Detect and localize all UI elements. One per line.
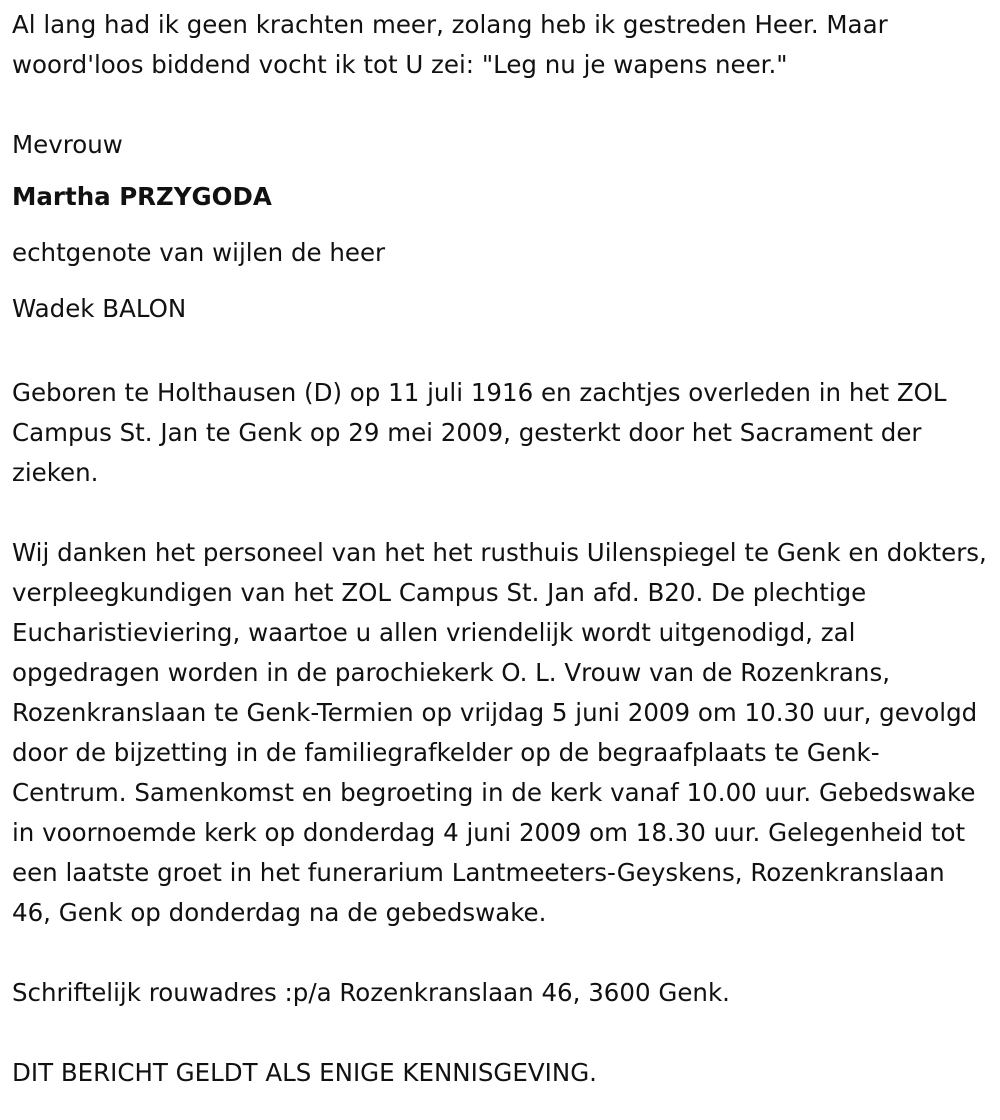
spacer — [12, 933, 988, 973]
spacer — [12, 1013, 988, 1053]
spacer — [12, 493, 988, 533]
relation-text: echtgenote van wijlen de heer — [12, 238, 386, 267]
notice-line: DIT BERICHT GELDT ALS ENIGE KENNISGEVING. — [12, 1058, 597, 1087]
deceased-name: Martha PRZYGODA — [12, 182, 272, 211]
verse-text: Al lang had ik geen krachten meer, zolang heb ik gestreden Heer. Maar woord'loos biddend vocht ik tot U zei: "Leg nu je wapens neer." — [12, 10, 888, 79]
spacer — [12, 85, 988, 125]
spouse-name: Wadek BALON — [12, 294, 187, 323]
thanks-service-paragraph: Wij danken het personeel van het het rusthuis Uilenspiegel te Genk en dokters, verpleegkundigen van het ZOL Campus St. Jan afd. B20. De plechtige Eucharistieviering, waartoe u allen vriendelijk wordt uitgenodigd, zal opgedragen worden in de parochiekerk O. L. Vrouw van de Rozenkrans, Rozenkranslaan te Genk-Termien op vrijdag 5 juni 2009 om 10.30 uur, gevolgd door de bijzetting in de familiegrafkelder op de begraafplaats te Genk-Centrum. Samenkomst en begroeting in de kerk vanaf 10.00 uur. Gebedswake in voornoemde kerk op donderdag 4 juni 2009 om 18.30 uur. Gelegenheid tot een laatste groet in het funerarium Lantmeeters-Geyskens, Rozenkranslaan 46, Genk op donderdag na de gebedswake. — [12, 538, 987, 927]
person-title: Mevrouw — [12, 130, 123, 159]
mourning-address: Schriftelijk rouwadres :p/a Rozenkranslaan 46, 3600 Genk. — [12, 978, 730, 1007]
birth-death-paragraph: Geboren te Holthausen (D) op 11 juli 1916 en zachtjes overleden in het ZOL Campus St. Jan te Genk op 29 mei 2009, gesterkt door het Sacrament der zieken. — [12, 378, 947, 487]
spacer — [12, 333, 988, 373]
